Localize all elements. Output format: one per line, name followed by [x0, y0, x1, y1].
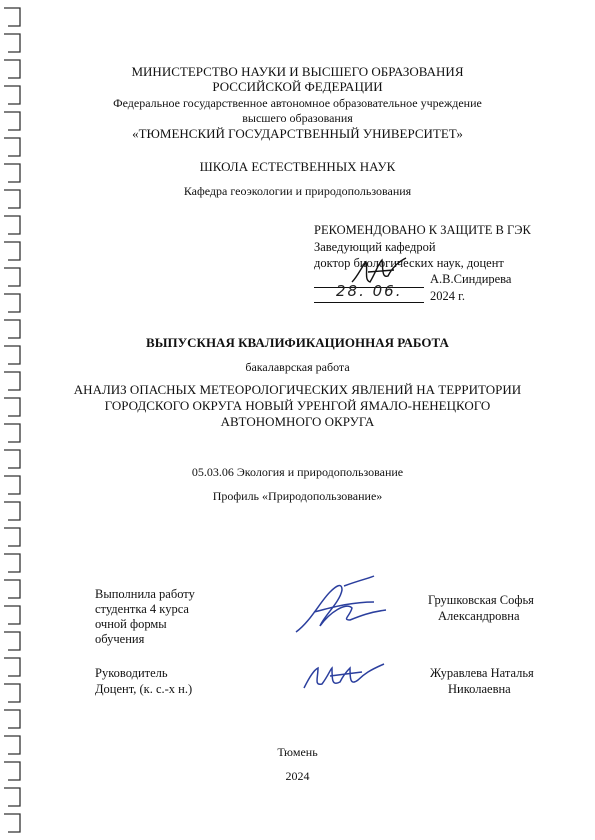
binding-mark — [4, 268, 20, 286]
school-name: ШКОЛА ЕСТЕСТВЕННЫХ НАУК — [199, 159, 396, 174]
department-name: Кафедра геоэкологии и природопользования — [183, 184, 412, 198]
approval-title: РЕКОМЕНДОВАНО К ЗАЩИТЕ В ГЭК — [314, 223, 531, 237]
student-label-3: очной формы — [95, 617, 167, 631]
binding-mark — [4, 632, 20, 650]
binding-mark — [4, 528, 20, 546]
binding-mark — [4, 788, 20, 806]
student-name-2: Александровна — [438, 609, 520, 623]
work-subtype: бакалаврская работа — [245, 360, 350, 374]
approval-degree: доктор биологических наук, доцент — [314, 256, 504, 270]
student-label-1: Выполнила работу — [95, 587, 195, 601]
head-signature — [348, 252, 418, 292]
binding-mark — [4, 710, 20, 728]
work-type-title: ВЫПУСКНАЯ КВАЛИФИКАЦИОННАЯ РАБОТА — [146, 335, 449, 350]
student-label-4: обучения — [95, 632, 145, 646]
binding-mark — [4, 606, 20, 624]
specialty: 05.03.06 Экология и природопользование — [191, 465, 404, 479]
student-signature — [290, 572, 402, 640]
approval-year: 2024 г. — [430, 289, 465, 303]
topic-line-2: ГОРОДСКОГО ОКРУГА НОВЫЙ УРЕНГОЙ ЯМАЛО-НЕНЕЦКОГО — [104, 398, 491, 413]
binding-mark — [4, 814, 20, 832]
approval-handwritten-date: 28. 06. — [336, 282, 403, 300]
supervisor-name-2: Николаевна — [448, 682, 511, 696]
binding-mark — [4, 554, 20, 572]
ministry-line-1: МИНИСТЕРСТВО НАУКИ И ВЫСШЕГО ОБРАЗОВАНИЯ — [131, 64, 464, 79]
institution-line-1: Федеральное государственное автономное образовательное учреждение — [113, 96, 482, 110]
profile: Профиль «Природопользование» — [212, 489, 383, 503]
footer-city: Тюмень — [277, 745, 318, 759]
topic-line-1: АНАЛИЗ ОПАСНЫХ МЕТЕОРОЛОГИЧЕСКИХ ЯВЛЕНИЙ НА ТЕРРИТОРИИ — [73, 382, 522, 397]
supervisor-name-1: Журавлева Наталья — [430, 666, 534, 680]
binding-mark — [4, 34, 20, 52]
topic-line-3: АВТОНОМНОГО ОКРУГА — [220, 414, 375, 429]
binding-mark — [4, 294, 20, 312]
institution-line-2: высшего образования — [242, 111, 353, 125]
binding-mark — [4, 658, 20, 676]
supervisor-signature — [300, 656, 390, 696]
binding-mark — [4, 242, 20, 260]
approval-name: А.В.Синдирева — [430, 272, 512, 286]
supervisor-label-2: Доцент, (к. с.-х н.) — [95, 682, 193, 696]
binding-mark — [4, 684, 20, 702]
ministry-line-2: РОССИЙСКОЙ ФЕДЕРАЦИИ — [212, 79, 383, 94]
footer-year: 2024 — [285, 769, 310, 783]
binding-mark — [4, 8, 20, 26]
binding-mark — [4, 502, 20, 520]
approval-date-line — [314, 302, 424, 303]
approval-position: Заведующий кафедрой — [314, 240, 436, 254]
student-name-1: Грушковская Софья — [428, 593, 534, 607]
supervisor-label-1: Руководитель — [95, 666, 168, 680]
student-label-2: студентка 4 курса — [95, 602, 189, 616]
binding-mark — [4, 216, 20, 234]
university-name: «ТЮМЕНСКИЙ ГОСУДАРСТВЕННЫЙ УНИВЕРСИТЕТ» — [132, 126, 463, 141]
binding-mark — [4, 580, 20, 598]
